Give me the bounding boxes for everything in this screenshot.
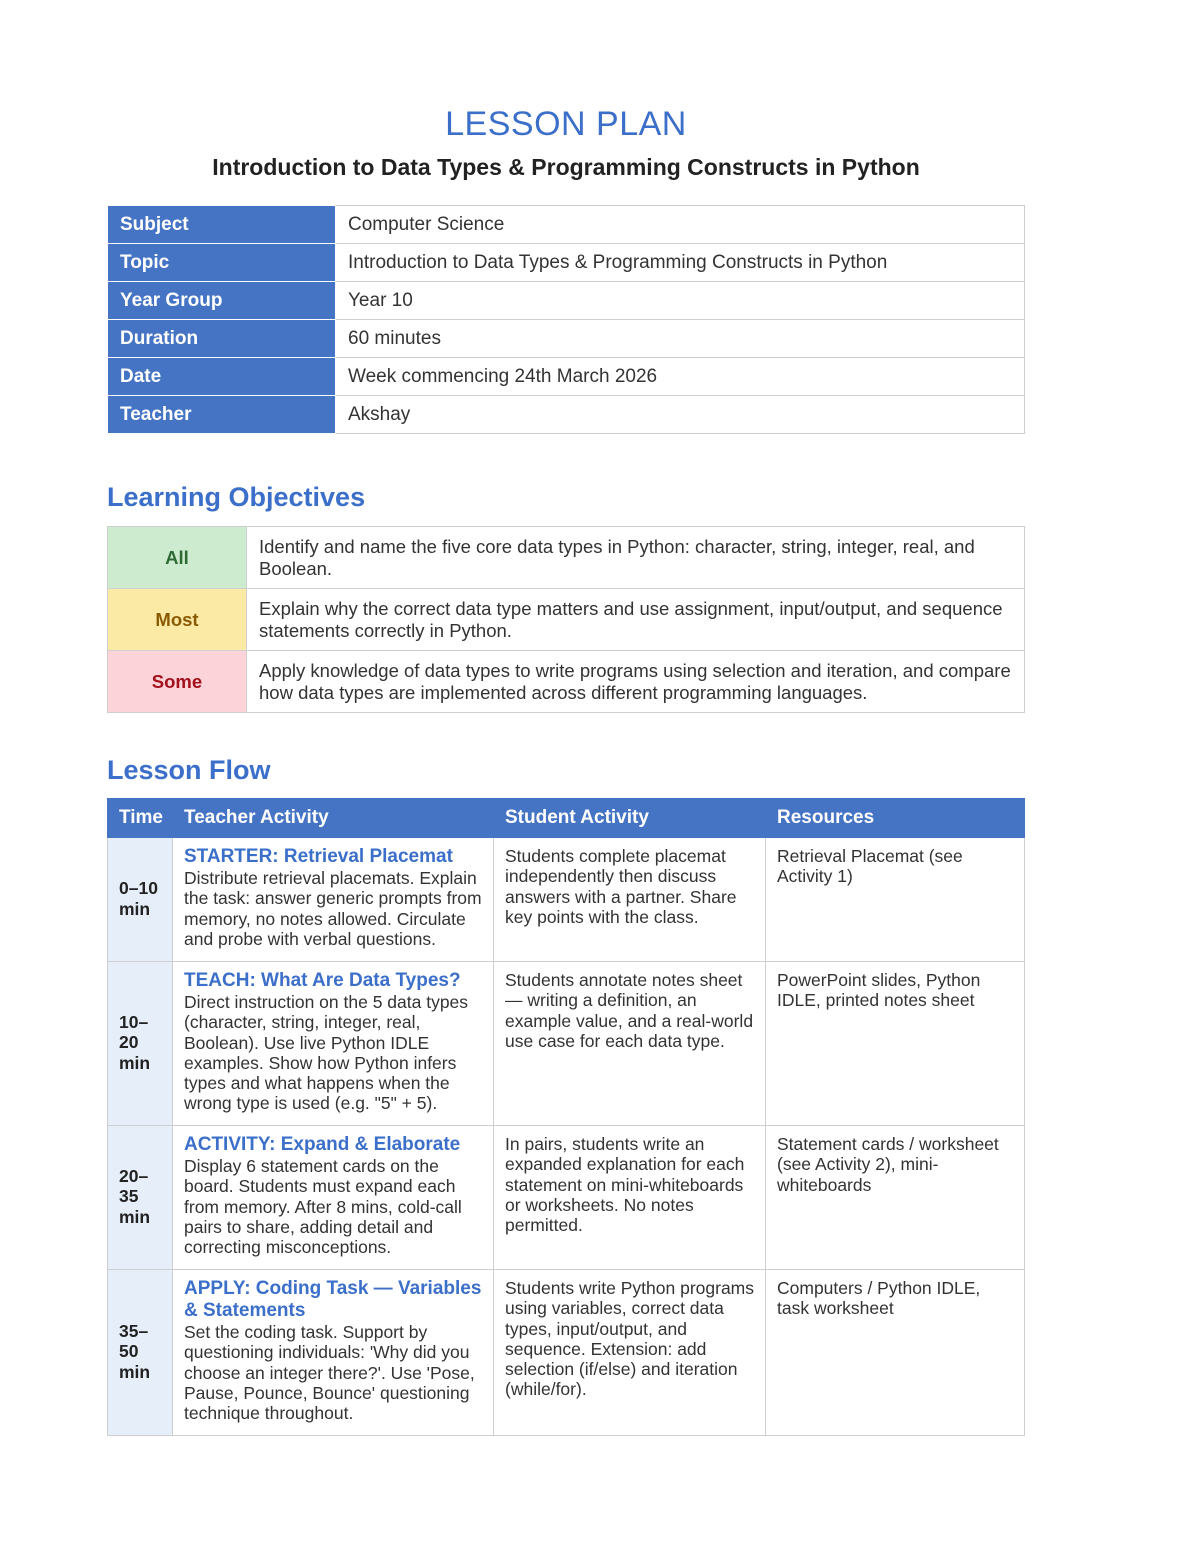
activity-title: APPLY: Coding Task — Variables & Statements [184,1278,482,1321]
info-label: Year Group [108,282,336,320]
info-label: Duration [108,320,336,358]
objective-row [108,651,1025,713]
lesson-info-table [107,205,1025,434]
info-label: Subject [108,206,336,244]
info-row [108,358,1025,396]
teacher-activity: Display 6 statement cards on the board. Students must expand each from memory. After 8 mins, cold-call pairs to share, adding detail and correcting misconceptions. [184,1156,462,1258]
flow-teacher-cell [173,1270,494,1436]
page-title: LESSON PLAN [445,105,687,143]
info-row [108,282,1025,320]
info-label: Date [108,358,336,396]
flow-student-activity: Students write Python programs using variables, correct data types, input/output, and sequence. Extension: add selection (if/else) and iteration (while/for). [494,1270,766,1436]
flow-teacher-cell [173,1126,494,1270]
info-row [108,320,1025,358]
info-value: Week commencing 24th March 2026 [336,358,1025,396]
flow-student-activity: In pairs, students write an expanded explanation for each statement on mini-whiteboards or worksheets. No notes permitted. [494,1126,766,1270]
flow-time: 0–10 min [108,838,173,962]
teacher-activity: Distribute retrieval placemats. Explain the task: answer generic prompts from memory, no notes allowed. Circulate and probe with verbal questions. [184,868,482,949]
info-row [108,244,1025,282]
info-row [108,396,1025,434]
activity-title: TEACH: What Are Data Types? [184,970,461,991]
flow-time: 10–20 min [108,962,173,1126]
column-header-student: Student Activity [494,799,766,838]
flow-resources: Retrieval Placemat (see Activity 1) [766,838,1025,962]
objective-row [108,589,1025,651]
flow-resources: PowerPoint slides, Python IDLE, printed notes sheet [766,962,1025,1126]
info-value: Computer Science [336,206,1025,244]
flow-resources: Computers / Python IDLE, task worksheet [766,1270,1025,1436]
info-label: Teacher [108,396,336,434]
column-header-resources: Resources [766,799,1025,838]
info-value: 60 minutes [336,320,1025,358]
activity-title: STARTER: Retrieval Placemat [184,846,453,867]
objective-text: Identify and name the five core data types in Python: character, string, integer, real, and Boolean. [247,527,1025,589]
flow-teacher-cell [173,962,494,1126]
column-header-time: Time [108,799,173,838]
objective-level-most: Most [108,589,247,651]
flow-row [108,1270,1025,1436]
flow-header-row [108,799,1025,838]
lesson-flow-table [107,798,1025,1436]
info-value: Year 10 [336,282,1025,320]
flow-student-activity: Students complete placemat independently then discuss answers with a partner. Share key points with the class. [494,838,766,962]
teacher-activity: Direct instruction on the 5 data types (character, string, integer, real, Boolean). Use live Python IDLE examples. Show how Python infers types and what happens when the wrong type is used (e.g. "5" + 5). [184,992,469,1114]
page-subtitle: Introduction to Data Types & Programming Constructs in Python [212,154,920,180]
activity-title: ACTIVITY: Expand & Elaborate [184,1134,461,1155]
flow-resources: Statement cards / worksheet (see Activity 2), mini-whiteboards [766,1126,1025,1270]
objective-level-all: All [108,527,247,589]
flow-teacher-cell [173,838,494,962]
lesson-flow-heading: Lesson Flow [107,755,271,785]
objective-level-some: Some [108,651,247,713]
learning-objectives-heading: Learning Objectives [107,482,366,512]
objective-row [108,527,1025,589]
objective-text: Apply knowledge of data types to write programs using selection and iteration, and compare how data types are implemented across different programming languages. [247,651,1025,713]
flow-row [108,1126,1025,1270]
info-value: Akshay [336,396,1025,434]
flow-row [108,838,1025,962]
flow-row [108,962,1025,1126]
flow-time: 35–50 min [108,1270,173,1436]
learning-objectives-table [107,526,1025,713]
info-label: Topic [108,244,336,282]
flow-time: 20–35 min [108,1126,173,1270]
teacher-activity: Set the coding task. Support by questioning individuals: 'Why did you choose an integer there?'. Use 'Pose, Pause, Pounce, Bounce' questioning technique throughout. [184,1322,475,1424]
column-header-teacher: Teacher Activity [173,799,494,838]
flow-student-activity: Students annotate notes sheet — writing a definition, an example value, and a real-world use case for each data type. [494,962,766,1126]
objective-text: Explain why the correct data type matters and use assignment, input/output, and sequence statements correctly in Python. [247,589,1025,651]
info-row [108,206,1025,244]
info-value: Introduction to Data Types & Programming Constructs in Python [336,244,1025,282]
